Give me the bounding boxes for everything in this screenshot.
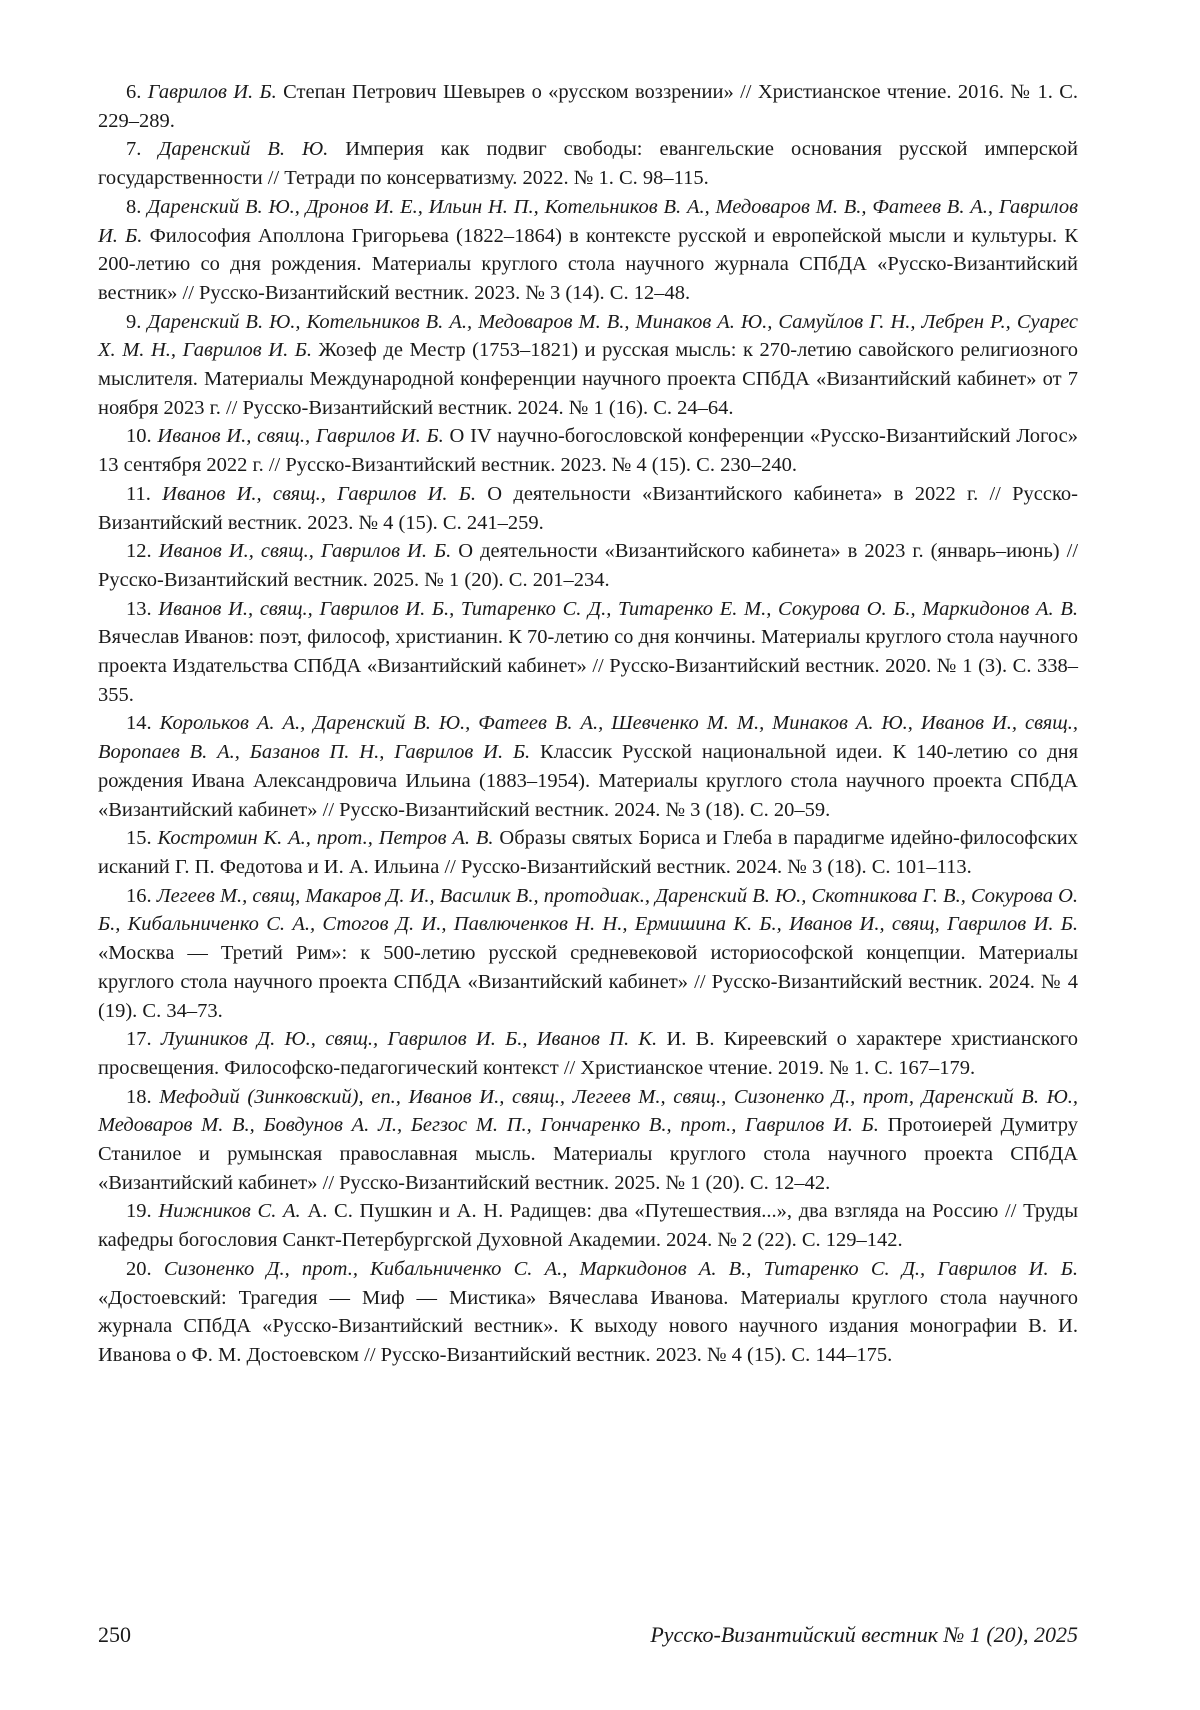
reference-title: Вячеслав Иванов: поэт, философ, христианин. К 70-летию со дня кончины. Материалы круглого стола научного проекта Издательства СПбДА «Византийский кабинет» // Русско-Византийский вестник. 2020. № 1 (3). С. 338–355. [98, 626, 1078, 706]
reference-authors: Корольков А. А., Даренский В. Ю., Фатеев В. А., Шевченко М. М., Минаков А. Ю., Иванов И., свящ., Воропаев В. А., Базанов П. Н., Гаврилов И. Б. [98, 712, 1078, 764]
reference-authors: Даренский В. Ю. [158, 138, 329, 161]
reference-number: 9. [126, 310, 142, 333]
reference-authors: Сизоненко Д., прот., Кибальниченко С. А., Маркидонов А. В., Титаренко С. Д., Гаврилов И. Б. [163, 1257, 1079, 1280]
reference-title: Степан Петрович Шевырев о «русском воззрении» // Христианское чтение. 2016. № 1. С. 229–289. [98, 81, 1079, 132]
reference-title: Жозеф де Местр (1753–1821) и русская мысль: к 270-летию савойского религиозного мыслителя. Материалы Международной конференции научного проекта СПбДА «Византийский кабинет» от 7 ноября 2023 г. // Русско-Византийский вестник. 2024. № 1 (16). С. 24–64. [98, 339, 1079, 419]
reference-number: 12. [126, 540, 152, 563]
reference-title: Протоиерей Думитру Станилое и румынская православная мысль. Материалы круглого стола научного проекта СПбДА «Византийский кабинет» // Русско-Византийский вестник. 2025. № 1 (20). С. 12–42. [98, 1114, 1078, 1194]
reference-title: О IV научно-богословской конференции «Русско-Византийский Логос» 13 сентября 2022 г. // Русско-Византийский вестник. 2023. № 4 (15). С. 230–240. [98, 425, 1079, 477]
reference-entry [98, 1197, 1078, 1254]
reference-entry [98, 595, 1078, 710]
reference-entry [98, 1025, 1078, 1082]
reference-entry [98, 1083, 1078, 1198]
reference-entry [98, 882, 1078, 1026]
page-footer [98, 1622, 1078, 1648]
reference-number: 13. [126, 597, 152, 620]
reference-number: 17. [126, 1028, 152, 1051]
reference-title: Образы святых Бориса и Глеба в парадигме идейно-философских исканий Г. П. Федотова и И. А. Ильина // Русско-Византийский вестник. 2024. № 3 (18). С. 101–113. [98, 827, 1078, 878]
reference-number: 15. [126, 827, 152, 850]
reference-authors: Даренский В. Ю., Котельников В. А., Медоваров М. В., Минаков А. Ю., Самуйлов Г. Н., Лебрен Р., Суарес Х. М. Н., Гаврилов И. Б. [98, 310, 1079, 362]
reference-entry [98, 709, 1078, 824]
reference-entry [98, 824, 1078, 881]
reference-number: 8. [126, 195, 142, 218]
reference-title: «Москва — Третий Рим»: к 500-летию русской средневековой историософской концепции. Материалы круглого стола научного проекта СПбДА «Византийский кабинет» // Русско-Византийский вестник. 2024. № 4 (19). С. 34–73. [98, 942, 1078, 1022]
reference-authors: Даренский В. Ю., Дронов И. Е., Ильин Н. П., Котельников В. А., Медоваров М. В., Фатеев В. А., Гаврилов И. Б. [98, 195, 1078, 247]
reference-title: Философия Аполлона Григорьева (1822–1864) в контексте русской и европейской мысли и культуры. К 200-летию со дня рождения. Материалы круглого стола научного журнала СПбДА «Русско-Византийский вестник» // Русско-Византийский вестник. 2023. № 3 (14). С. 12–48. [98, 224, 1079, 304]
reference-authors: Иванов И., свящ., Гаврилов И. Б. [157, 425, 444, 448]
reference-number: 7. [126, 138, 142, 161]
reference-number: 6. [126, 81, 142, 103]
reference-authors: Мефодий (Зинковский), еп., Иванов И., свящ., Легеев М., свящ., Сизоненко Д., прот, Даренский В. Ю., Медоваров М. В., Бовдунов А. Л., Бегзос М. П., Гончаренко В., прот., Гаврилов И. Б. [98, 1085, 1078, 1137]
reference-entry [98, 78, 1078, 135]
reference-title: Классик Русской национальной идеи. К 140-летию со дня рождения Ивана Александровича Ильина (1883–1954). Материалы круглого стола научного проекта СПбДА «Византийский кабинет» // Русско-Византийский вестник. 2024. № 3 (18). С. 20–59. [98, 741, 1079, 821]
reference-entry [98, 422, 1078, 479]
reference-authors: Иванов И., свящ., Гаврилов И. Б. [158, 540, 452, 563]
reference-number: 20. [126, 1257, 152, 1280]
reference-entry [98, 193, 1078, 308]
reference-authors: Нижников С. А. [158, 1200, 301, 1223]
reference-entry [98, 537, 1078, 594]
reference-entry [98, 135, 1078, 192]
reference-title: «Достоевский: Трагедия — Миф — Мистика» Вячеслава Иванова. Материалы круглого стола научного журнала СПбДА «Русско-Византийский вестник». К выходу нового научного издания монографии В. И. Иванова о Ф. М. Достоевском // Русско-Византийский вестник. 2023. № 4 (15). С. 144–175. [98, 1286, 1078, 1366]
reference-title: А. С. Пушкин и А. Н. Радищев: два «Путешествия...», два взгляда на Россию // Труды кафедры богословия Санкт-Петербургской Духовной Академии. 2024. № 2 (22). С. 129–142. [98, 1200, 1079, 1252]
reference-number: 14. [126, 712, 152, 735]
reference-number: 10. [126, 425, 152, 448]
reference-authors: Легеев М., свящ, Макаров Д. И., Василик В., протодиак., Даренский В. Ю., Скотникова Г. В., Сокурова О. Б., Кибальниченко С. А., Стогов Д. И., Павлюченков Н. Н., Ермишина К. Б., Иванов И., свящ, Гаврилов И. Б. [98, 884, 1079, 936]
reference-authors: Лушников Д. Ю., свящ., Гаврилов И. Б., Иванов П. К. [160, 1028, 658, 1051]
reference-number: 11. [126, 482, 151, 505]
reference-title: О деятельности «Византийского кабинета» в 2022 г. // Русско-Византийский вестник. 2023. № 4 (15). С. 241–259. [98, 482, 1078, 534]
reference-entry [98, 1255, 1078, 1370]
reference-list [98, 78, 1078, 1370]
running-footer-journal: Русско-Византийский вестник № 1 (20), 2025 [650, 1622, 1078, 1647]
reference-number: 16. [126, 884, 152, 907]
page-number: 250 [98, 1622, 131, 1647]
reference-authors: Иванов И., свящ., Гаврилов И. Б., Титаренко С. Д., Титаренко Е. М., Сокурова О. Б., Маркидонов А. В. [158, 597, 1078, 620]
reference-title: Империя как подвиг свободы: евангельские основания русской имперской государственности // Тетради по консерватизму. 2022. № 1. С. 98–115. [98, 138, 1079, 190]
reference-number: 18. [126, 1085, 152, 1108]
reference-title: И. В. Киреевский о характере христианского просвещения. Философско-педагогический контекст // Христианское чтение. 2019. № 1. С. 167–179. [98, 1028, 1079, 1079]
reference-number: 19. [126, 1200, 152, 1223]
reference-authors: Иванов И., свящ., Гаврилов И. Б. [162, 482, 477, 505]
reference-authors: Гаврилов И. Б. [147, 81, 277, 103]
reference-entry [98, 308, 1078, 423]
reference-entry [98, 480, 1078, 537]
reference-authors: Костромин К. А., прот., Петров А. В. [157, 827, 494, 850]
reference-title: О деятельности «Византийского кабинета» в 2023 г. (январь–июнь) // Русско-Византийский вестник. 2025. № 1 (20). С. 201–234. [98, 540, 1079, 591]
